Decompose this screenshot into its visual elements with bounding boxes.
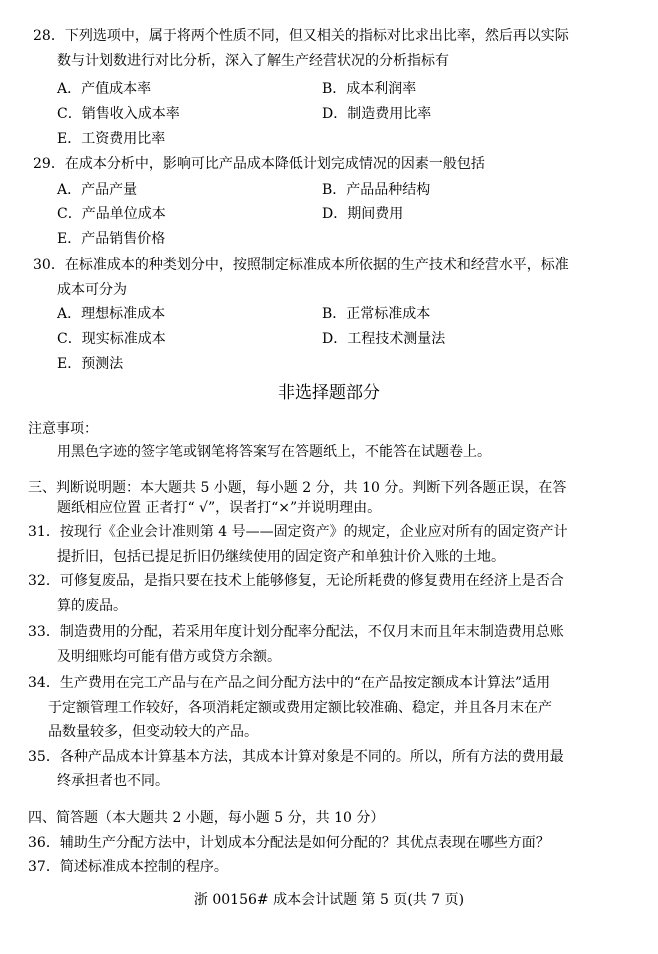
- q31-line1: 31．按现行《企业会计准则第 4 号——固定资产》的规定，企业应对所有的固定资产计: [28, 524, 568, 540]
- q33-line2: 及明细账均可能有借方或贷方余额。: [57, 649, 281, 665]
- q29-option-a: A．产品产量: [57, 182, 138, 198]
- q30-option-b: B．正常标准成本: [322, 306, 431, 322]
- q31-line2: 提折旧，包括已提足折旧仍继续使用的固定资产和单独计价入账的土地。: [57, 549, 505, 565]
- q29-option-d: D．期间费用: [322, 206, 404, 222]
- q36-line1: 36．辅助生产分配方法中，计划成本分配法是如何分配的？其优点表现在哪些方面？: [28, 835, 550, 851]
- q29-option-e: E．产品销售价格: [57, 231, 166, 247]
- part3-heading-line1: 三、判断说明题：本大题共 5 小题，每小题 2 分，共 10 分。判断下列各题正误，在答: [28, 480, 567, 496]
- q28-stem-line1: 28．下列选项中，属于将两个性质不同，但又相关的指标对比求出比率，然后再以实际: [33, 28, 569, 44]
- q28-option-b: B．成本利润率: [322, 81, 417, 97]
- q34-line3: 品数量较多，但变动较大的产品。: [48, 724, 258, 740]
- q29-option-b: B．产品品种结构: [322, 182, 431, 198]
- q32-line2: 算的废品。: [57, 598, 127, 614]
- q30-option-c: C．现实标准成本: [57, 331, 166, 347]
- q34-line1: 34．生产费用在完工产品与在产品之间分配方法中的“在产品按定额成本计算法”适用: [28, 675, 551, 691]
- q29-stem-line1: 29．在成本分析中，影响可比产品成本降低计划完成情况的因素一般包括: [33, 156, 485, 172]
- q35-line2: 终承担者也不同。: [57, 773, 169, 789]
- q33-line1: 33．制造费用的分配，若采用年度计划分配率分配法，不仅月末而且年末制造费用总账: [28, 624, 564, 640]
- q30-stem-line2: 成本可分为: [57, 282, 127, 298]
- section-title: 非选择题部分: [278, 383, 380, 403]
- q28-option-c: C．销售收入成本率: [57, 106, 180, 122]
- notice-body: 用黑色字迹的签字笔或钢笔将答案写在答题纸上，不能答在试题卷上。: [57, 444, 491, 460]
- q35-line1: 35．各种产品成本计算基本方法，其成本计算对象是不同的。所以，所有方法的费用最: [28, 749, 564, 765]
- notice-heading: 注意事项：: [28, 421, 98, 437]
- q28-option-e: E．工资费用比率: [57, 131, 166, 147]
- page-footer: 浙 00156# 成本会计试题 第 5 页(共 7 页): [193, 892, 465, 908]
- q37-line1: 37．简述标准成本控制的程序。: [28, 859, 228, 875]
- q28-stem-line2: 数与计划数进行对比分析，深入了解生产经营状况的分析指标有: [57, 53, 449, 69]
- part4-heading: 四、简答题（本大题共 2 小题，每小题 5 分，共 10 分）: [28, 810, 385, 826]
- q32-line1: 32．可修复废品，是指只要在技术上能够修复，无论所耗费的修复费用在经济上是否合: [28, 573, 564, 589]
- part3-heading-line2: 题纸相应位置 正者打“ √”，误者打“×”并说明理由。: [57, 500, 382, 516]
- q28-option-d: D．制造费用比率: [322, 106, 432, 122]
- q30-option-d: D．工程技术测量法: [322, 331, 446, 347]
- q30-stem-line1: 30．在标准成本的种类划分中，按照制定标准成本所依据的生产技术和经营水平，标准: [33, 257, 569, 273]
- q34-line2: 于定额管理工作较好，各项消耗定额或费用定额比较准确、稳定，并且各月末在产: [48, 700, 552, 716]
- q29-option-c: C．产品单位成本: [57, 206, 166, 222]
- q30-option-e: E．预测法: [57, 356, 124, 372]
- q30-option-a: A．理想标准成本: [57, 306, 166, 322]
- q28-option-a: A．产值成本率: [57, 81, 152, 97]
